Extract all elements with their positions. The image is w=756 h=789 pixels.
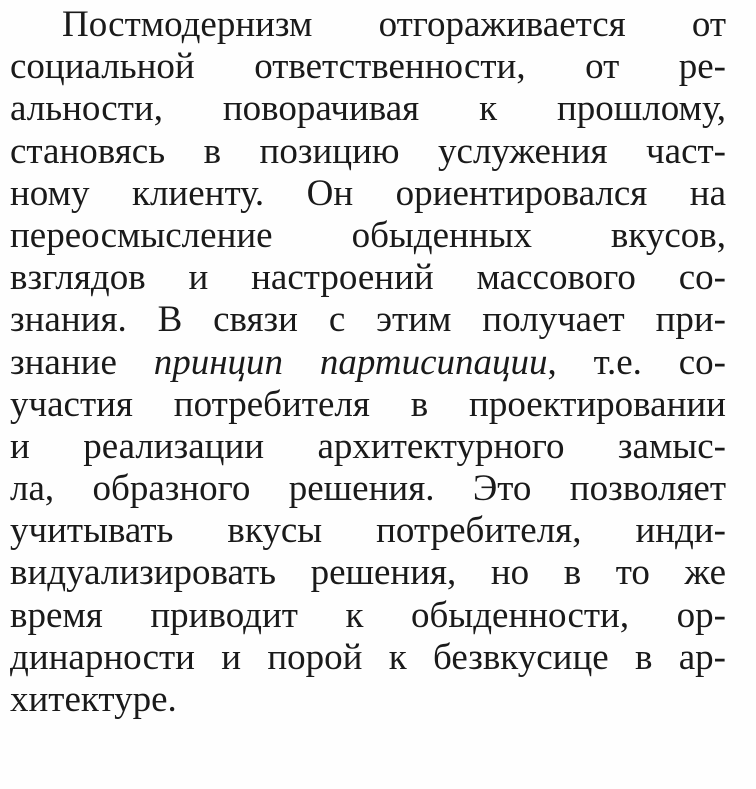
paragraph-line: и реализации архитектурного замыс- [10,425,726,467]
paragraph-line: альности, поворачивая к прошлому, [10,88,726,130]
line-text-after: , т.е. со- [547,341,726,383]
line-text-before: знание [10,341,154,383]
paragraph-line: участия потребителя в проектировании [10,383,726,425]
paragraph-line: учитывать вкусы потребителя, инди- [10,510,726,552]
paragraph-line: динарности и порой к безвкусице в ар- [10,636,726,678]
paragraph-line: хитектуре. [10,679,177,720]
italic-term: принцип партисипации [153,341,548,383]
paragraph-line: время приводит к обыденности, ор- [10,594,726,636]
paragraph-line [10,342,726,384]
paragraph-line: становясь в позицию услужения част- [10,130,726,172]
paragraph-line: знания. В связи с этим получает при- [10,299,726,341]
paragraph-line: ному клиенту. Он ориентировался на [10,172,726,214]
body-paragraph [10,4,726,721]
paragraph-line: социальной ответственности, от ре- [10,46,726,88]
paragraph-line: ла, образного решения. Это позволяет [10,468,726,510]
paragraph-line: Постмодернизм отгораживается от [62,4,726,45]
paragraph-line: видуализировать решения, но в то же [10,552,726,594]
paragraph-line: переосмысление обыденных вкусов, [10,214,726,256]
paragraph-line: взглядов и настроений массового со- [10,257,726,299]
